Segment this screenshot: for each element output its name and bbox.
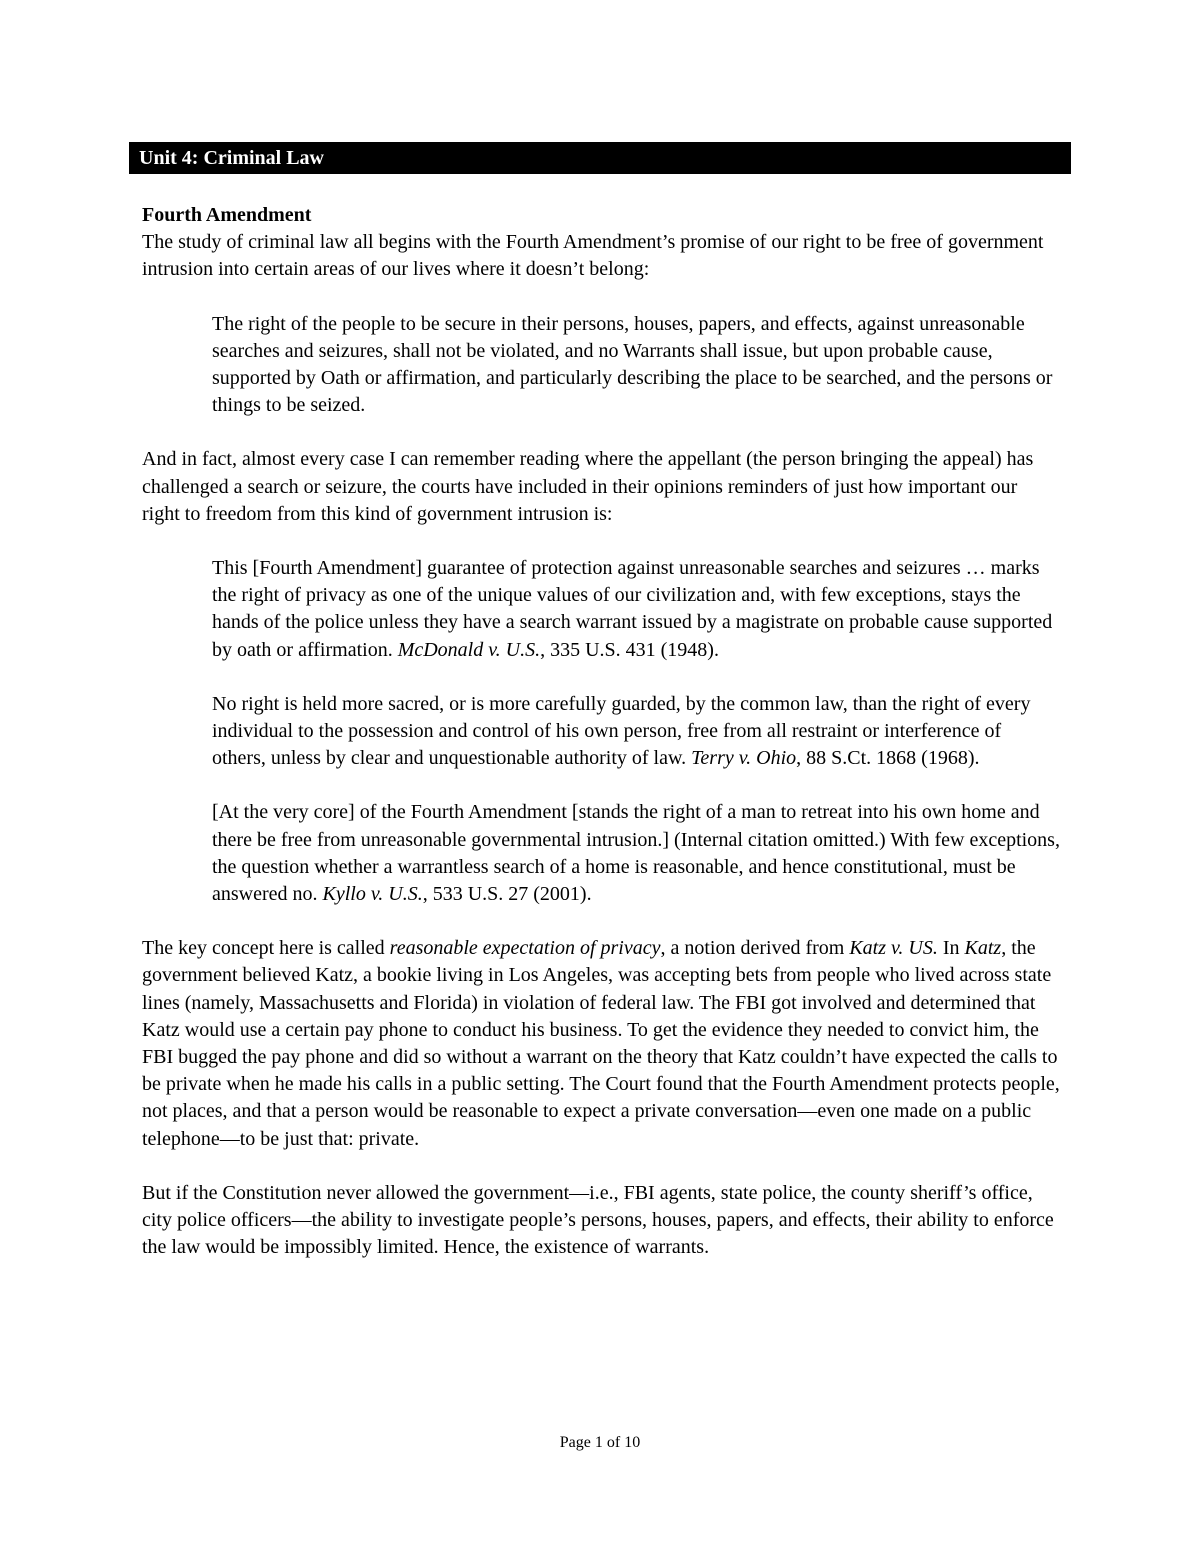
text-run: The key concept here is called: [142, 937, 390, 960]
quote-text: No right is held more sacred, or is more carefully guarded, by the common law, than the right of every individual to the possession and control of his own person, free from all restraint or interference of others, unless by clear and unquestionable authority of law.: [212, 692, 1031, 770]
paragraph-warrants: But if the Constitution never allowed the government—i.e., FBI agents, state police, the county sheriff’s office, city police officers—the ability to investigate people’s persons, houses, papers, and effects, their ability to enforce the law would be impossibly limited. Hence, the existence of warrants.: [142, 1181, 1054, 1259]
case-name: McDonald v. U.S.: [397, 638, 541, 661]
quote-kyllo: [212, 799, 1060, 908]
text-run: , the government believed Katz, a bookie living in Los Angeles, was accepting bets from people who lived across state lines (namely, Massachusetts and Florida) in violation of federal law. The FBI got involved and determined that Katz would use a certain pay phone to conduct his business. To get the evidence they needed to convict him, the FBI bugged the pay phone and did so without a warrant on the theory that Katz couldn’t have expected the calls to be private when he made his calls in a public setting. The Court found that the Fourth Amendment protects people, not places, and that a person would be reasonable to expect a private conversation—even one made on a public telephone—to be just that: private.: [142, 937, 1060, 1150]
page-number: Page 1 of 10: [559, 1434, 641, 1451]
case-name: Katz: [964, 937, 1002, 960]
paragraph-appeals: And in fact, almost every case I can remember reading where the appellant (the person bringing the appeal) has challenged a search or seizure, the courts have included in their opinions reminders of just how important our right to freedom from this kind of government intrusion is:: [142, 448, 1034, 525]
amendment-quote: The right of the people to be secure in their persons, houses, papers, and effects, against unreasonable searches and seizures, shall not be violated, and no Warrants shall issue, but upon probable cause, supported by Oath or affirmation, and particularly describing the place to be searched, and the persons or things to be seized.: [212, 312, 1053, 417]
quote-mcdonald: [212, 555, 1060, 664]
intro-paragraph: The study of criminal law all begins with the Fourth Amendment’s promise of our right to be free of government intrusion into certain areas of our lives where it doesn’t belong:: [142, 231, 1044, 281]
case-citation: , 335 U.S. 431 (1948).: [540, 638, 719, 661]
unit-title-banner: Unit 4: Criminal Law: [129, 142, 1071, 174]
quote-text: This [Fourth Amendment] guarantee of protection against unreasonable searches and seizures … marks the right of privacy as one of the unique values of our civilization and, with few exceptions, stays the hands of the police unless they have a search warrant issued by a magistrate on probable cause supported by oath or affirmation.: [212, 557, 1053, 661]
quote-terry: [212, 691, 1060, 773]
case-citation: , 88 S.Ct. 1868 (1968).: [796, 747, 980, 770]
italic-term: reasonable expectation of privacy: [389, 937, 661, 960]
text-run: , a notion derived from: [660, 937, 850, 960]
text-run: In: [937, 937, 965, 960]
paragraph-katz: [142, 935, 1060, 1153]
document-body: [142, 202, 1060, 1262]
case-citation: , 533 U.S. 27 (2001).: [422, 883, 592, 906]
quote-text: [At the very core] of the Fourth Amendment [stands the right of a man to retreat into his own home and there be free from unreasonable governmental intrusion.] (Internal citation omitted.) With few exceptions, the question whether a warrantless search of a home is reasonable, and hence constitutional, must be answered no.: [212, 801, 1060, 906]
case-name: Terry v. Ohio: [691, 747, 797, 770]
section-heading: Fourth Amendment: [142, 204, 312, 226]
case-name: Kyllo v. U.S.: [322, 883, 423, 906]
case-name: Katz v. US.: [849, 937, 938, 960]
